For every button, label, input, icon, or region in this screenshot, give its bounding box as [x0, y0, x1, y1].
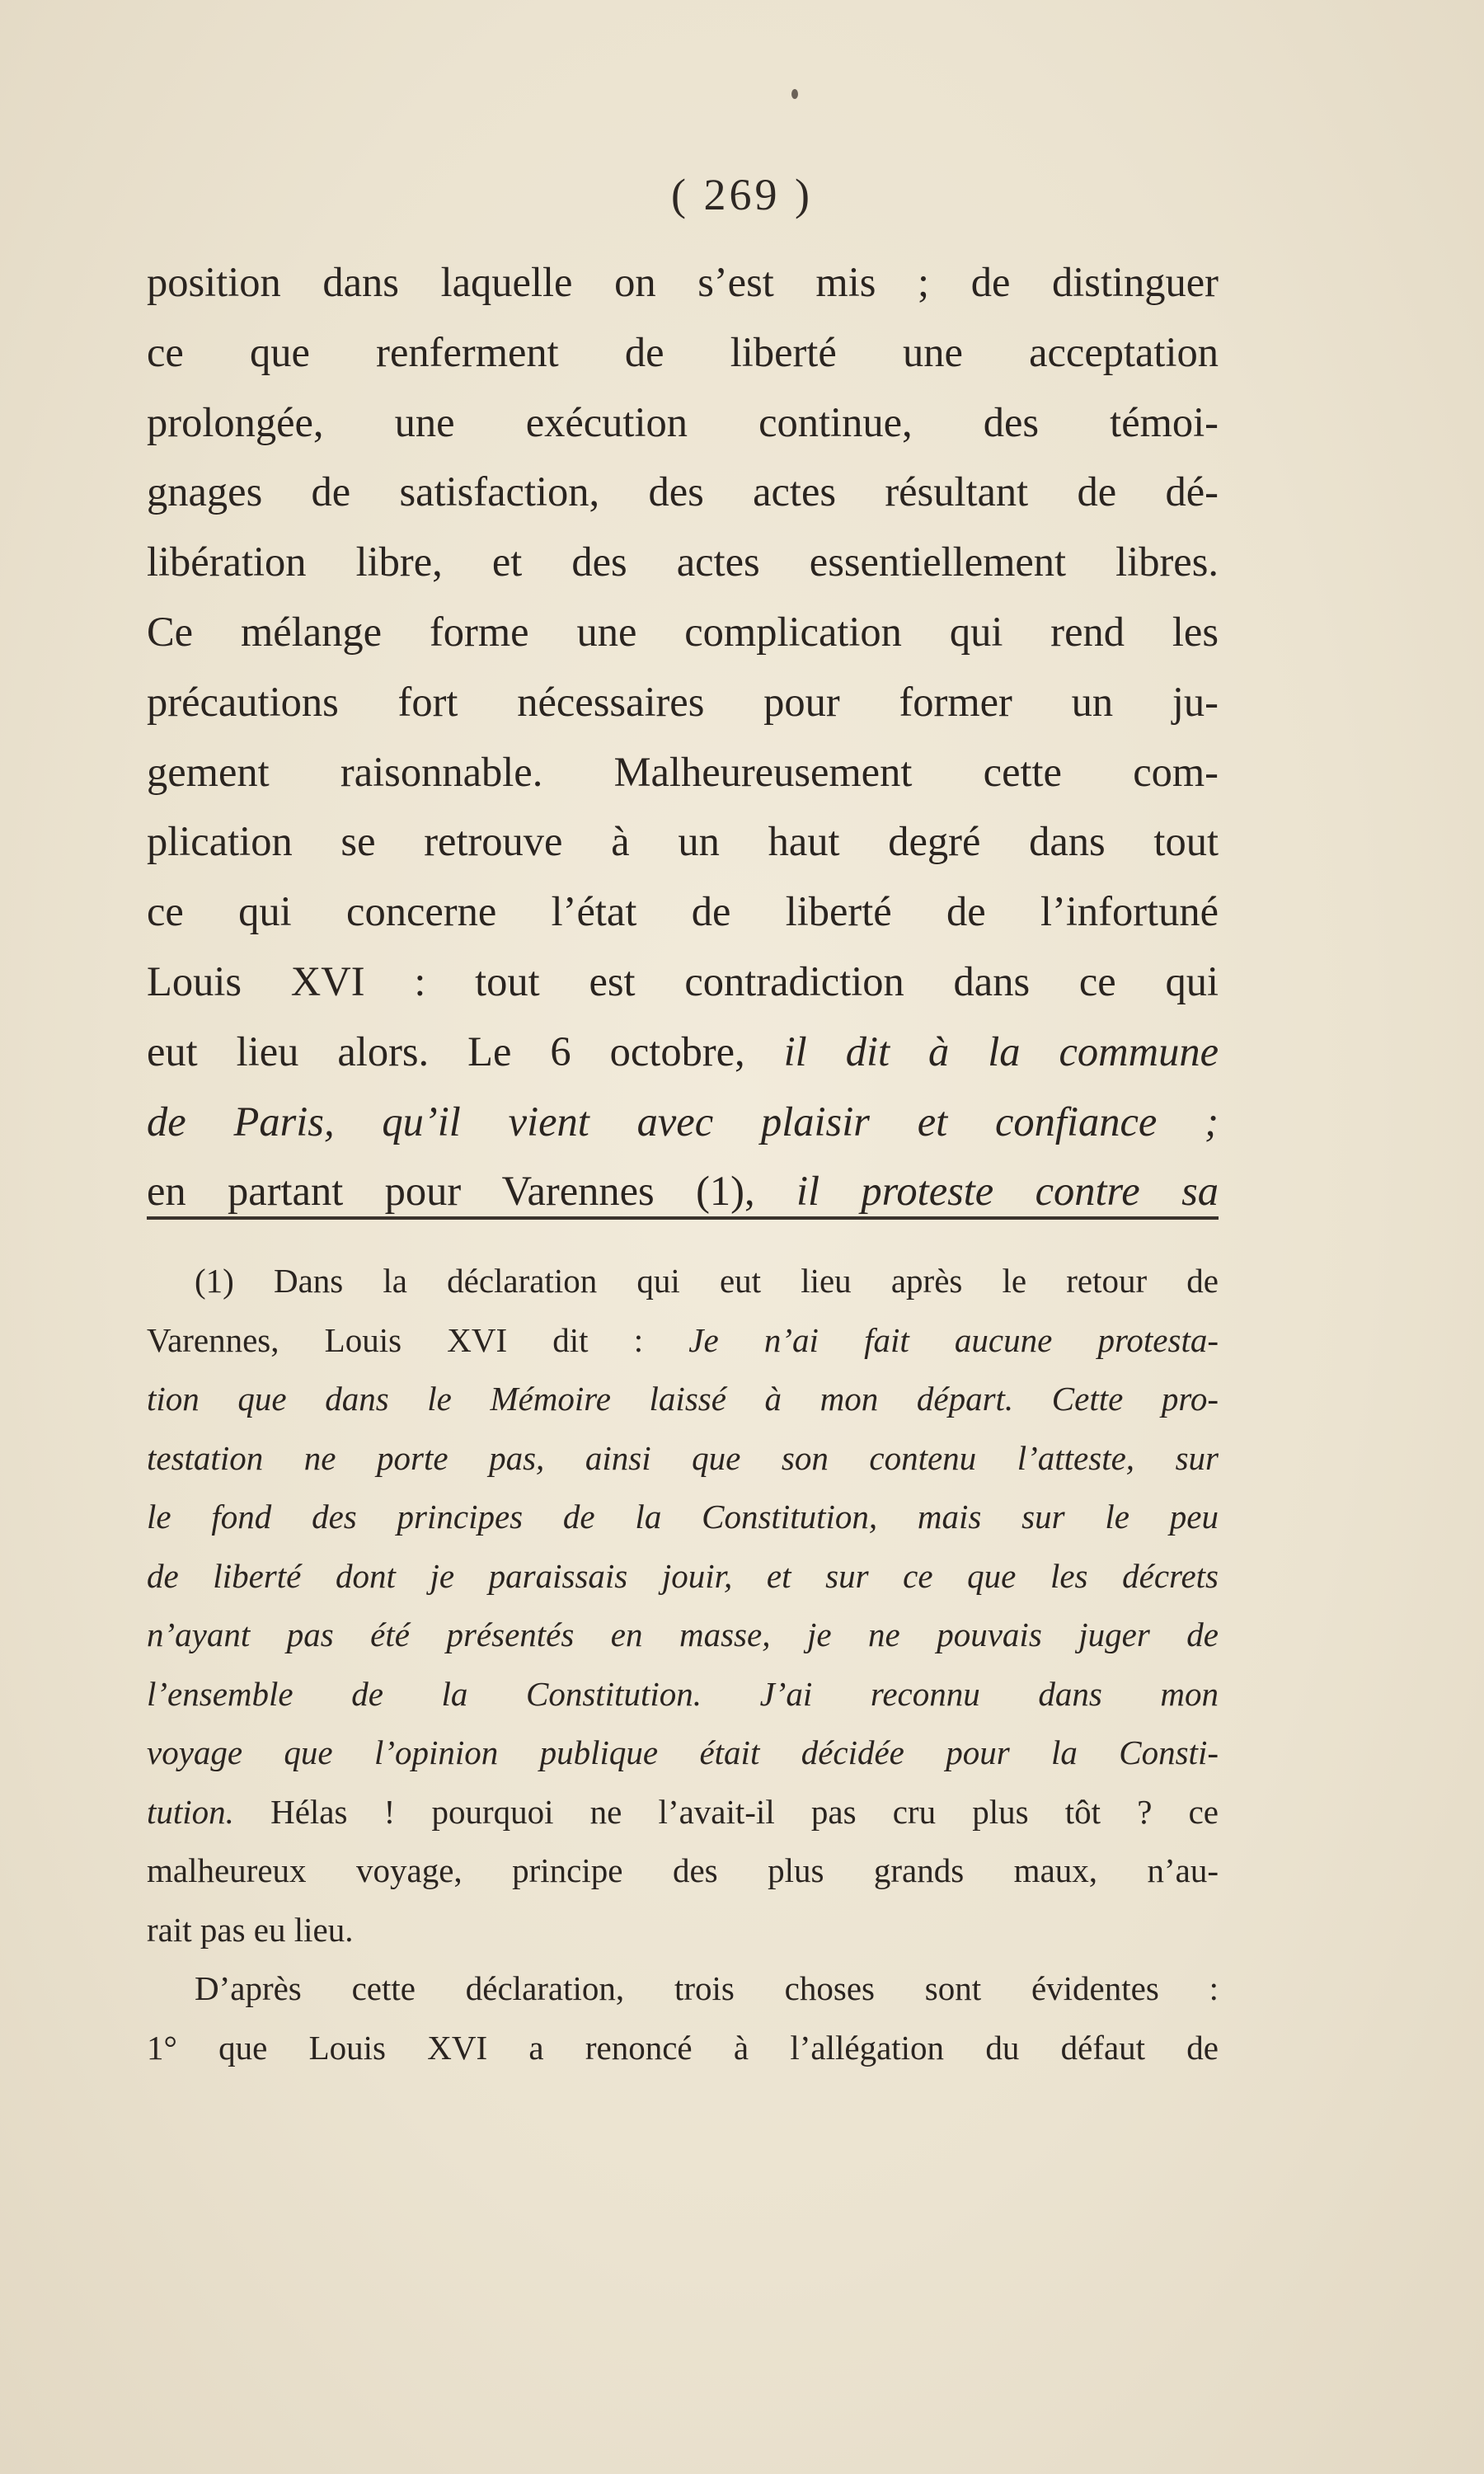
- text-line-1: position dans laquelle on s’est mis ; de distinguer: [147, 259, 1219, 305]
- text-line-4: gnages de satisfaction, des actes résultant de dé-: [147, 468, 1219, 515]
- footnote-line-2: [147, 1311, 1219, 1371]
- text-line-11: Louis XVI : tout est contradiction dans ce qui: [147, 957, 1219, 1004]
- footnote-line-6: de liberté dont je paraissais jouir, et sur ce que les décrets: [147, 1556, 1219, 1595]
- text-line-12: [147, 1017, 1219, 1087]
- text-line-2: ce que renferment de liberté une acceptation: [147, 328, 1219, 375]
- text-line-12-roman: eut lieu alors. Le 6 octobre,: [147, 1028, 784, 1075]
- footnote-line-2-roman: Varennes, Louis XVI dit :: [147, 1320, 689, 1359]
- text-line-8: gement raisonnable. Malheureusement cette com-: [147, 748, 1219, 795]
- text-line-3: prolongée, une exécution continue, des témoi-: [147, 398, 1219, 445]
- footnote-line-10: [147, 1783, 1219, 1842]
- ink-speck: [791, 89, 798, 99]
- text-line-9: plication se retrouve à un haut degré dans tout: [147, 818, 1219, 865]
- footnote-separator-rule: [147, 1216, 1219, 1220]
- text-line-10: ce qui concerne l’état de liberté de l’infortuné: [147, 888, 1219, 935]
- text-line-12-italic: il dit à la commune: [783, 1028, 1219, 1075]
- footnote-line-1: (1) Dans la déclaration qui eut lieu après le retour de: [195, 1262, 1219, 1300]
- text-line-5: libération libre, et des actes essentiellement libres.: [147, 539, 1219, 586]
- text-line-13: [147, 1087, 1219, 1157]
- footnote-line-12: rait pas eu lieu.: [147, 1910, 354, 1949]
- footnote-line-2-italic: Je n’ai fait aucune protesta-: [688, 1320, 1219, 1359]
- text-line-6: Ce mélange forme une complication qui rend les: [147, 608, 1219, 655]
- main-text: [147, 247, 1219, 1226]
- text-line-14-roman: en partant pour Varennes (1),: [147, 1168, 796, 1215]
- footnote-para2-line-1: D’après cette déclaration, trois choses sont évidentes :: [195, 1969, 1219, 2007]
- footnote-block: [147, 1252, 1219, 2077]
- text-line-7: précautions fort nécessaires pour former un ju-: [147, 678, 1219, 725]
- footnote-line-10-italic: tution.: [147, 1792, 271, 1831]
- page-number: ( 269 ): [671, 170, 813, 219]
- footnote-line-4: testation ne porte pas, ainsi que son contenu l’atteste, sur: [147, 1438, 1219, 1477]
- footnote-line-5: le fond des principes de la Constitution, mais sur le peu: [147, 1498, 1219, 1536]
- text-line-14-italic: il proteste contre sa: [796, 1168, 1219, 1215]
- footnote-line-8: l’ensemble de la Constitution. J’ai reconnu dans mon: [147, 1674, 1219, 1713]
- footnote-line-10-roman: Hélas ! pourquoi ne l’avait-il pas cru plus tôt ? ce: [270, 1792, 1219, 1831]
- footnote-line-3: tion que dans le Mémoire laissé à mon départ. Cette pro-: [147, 1380, 1219, 1418]
- footnote-line-7: n’ayant pas été présentés en masse, je ne pouvais juger de: [147, 1616, 1219, 1653]
- footnote-line-9: voyage que l’opinion publique était décidée pour la Consti-: [147, 1733, 1219, 1771]
- footnote-line-11: malheureux voyage, principe des plus grands maux, n’au-: [147, 1851, 1219, 1889]
- footnote-para2-line-2: 1° que Louis XVI a renoncé à l’allégation du défaut de: [147, 2028, 1219, 2067]
- text-line-13-italic: de Paris, qu’il vient avec plaisir et confiance ;: [147, 1098, 1219, 1145]
